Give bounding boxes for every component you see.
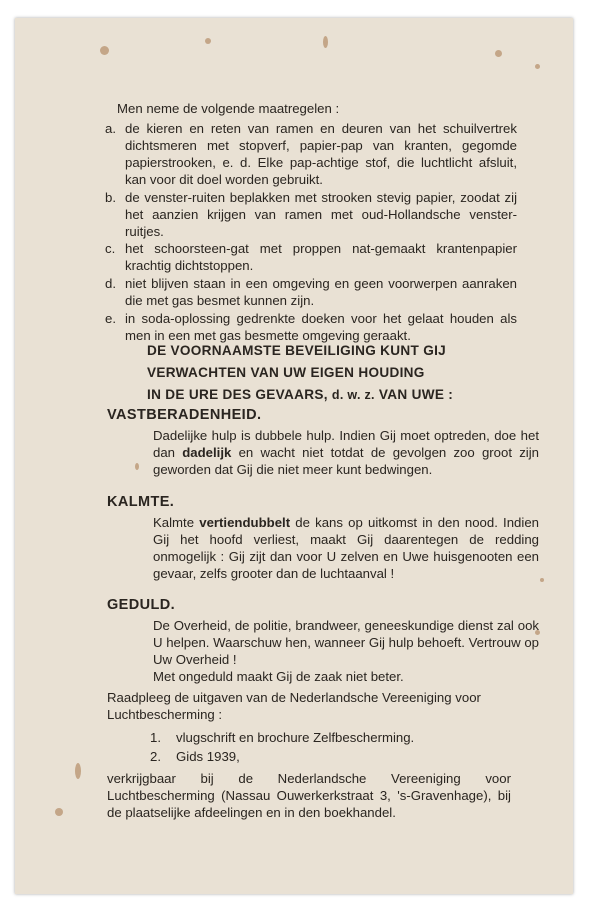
- section-heading: GEDULD.: [107, 597, 176, 613]
- text-run: de kans op uitkomst in den nood. Indien Gij het hoofd verliest, maakt Gij daarentegen de redding onmogelijk : Gij zijt dan voor U zelven en Uwe huisgenooten een gevaar, zelfs grooter dan de luchtaanval !: [153, 515, 539, 581]
- measure-text: het schoorsteen-gat met proppen nat-gemaakt krantenpapier krachtig dichtstoppen.: [125, 241, 517, 273]
- notice-phrase: VAN UWE :: [378, 387, 454, 402]
- measure-letter: b.: [105, 190, 116, 205]
- measure-text: in soda-oplossing gedrenkte doeken voor het gelaat houden als men in een met gas besmette omgeving geraakt.: [125, 311, 517, 343]
- publication-item: [150, 748, 240, 765]
- stain: [135, 463, 139, 470]
- measure-letter: e.: [105, 311, 116, 326]
- availability-text: verkrijgbaar bij de Nederlandsche Vereeniging voor Luchtbescherming (Nassau Ouwerkerkstraat 3, 's-Gravenhage), bij de plaatselijke afdeelingen en in den boekhandel.: [107, 771, 511, 820]
- measure-item: [105, 240, 517, 275]
- section-heading: KALMTE.: [107, 494, 175, 510]
- stain: [540, 578, 544, 582]
- section-text-last: Met ongeduld maakt Gij de zaak niet beter.: [153, 669, 404, 684]
- publication-title: vlugschrift en brochure Zelfbescherming.: [176, 730, 415, 745]
- emphasis: vertiendubbelt: [199, 515, 291, 530]
- publication-item: [150, 729, 414, 746]
- text-run: Dadelijke hulp is dubbele hulp. Indien Gij moet optreden, doe het dan: [153, 428, 539, 460]
- notice-abbrev: d. w. z.: [331, 388, 375, 402]
- stain: [55, 808, 63, 816]
- text-run: Kalmte: [153, 515, 200, 530]
- notice-line: VERWACHTEN VAN UW EIGEN HOUDING: [147, 365, 425, 380]
- stain: [100, 46, 109, 55]
- section-text: [153, 427, 539, 478]
- leaflet-page: [15, 18, 573, 894]
- measure-text: niet blijven staan in een omgeving en geen voorwerpen aanraken die met gas besmet kunnen zijn.: [125, 276, 517, 308]
- stain: [205, 38, 211, 44]
- measure-item: [105, 275, 517, 310]
- measure-item: [105, 120, 517, 190]
- stain: [75, 763, 81, 779]
- text-run: en wacht niet totdat de gevolgen zoo groot zijn geworden dat Gij die niet meer kunt bedwingen.: [153, 445, 540, 477]
- measure-letter: c.: [105, 241, 116, 256]
- measure-text: de kieren en reten van ramen en deuren van het schuilvertrek dichtsmeren met stopverf, papier-pap van kranten, gegomde papierstrooken, e. d. Elke pap-achtige stof, die luchtlicht afsluit, kan voor dit doel worden gebruikt.: [125, 121, 517, 187]
- section-heading: VASTBERADENHEID.: [107, 407, 262, 423]
- emphasis: dadelijk: [182, 445, 232, 460]
- publication-number: 2.: [150, 749, 161, 764]
- stain: [495, 50, 502, 57]
- measure-item: [105, 189, 517, 241]
- measure-text: de venster-ruiten beplakken met strooken stevig papier, zoodat zij het aanzien krijgen van ramen met oud-Hollandsche venster-ruitjes.: [125, 190, 517, 239]
- key-notice: [147, 340, 547, 406]
- section-text: De Overheid, de politie, brandweer, geneeskundige dienst zal ook U helpen. Waarschuw hen, wanneer Gij hulp behoeft. Vertrouw op Uw Overheid !: [153, 618, 539, 667]
- stain: [323, 36, 328, 48]
- intro-line: Men neme de volgende maatregelen :: [117, 101, 340, 116]
- section-text: [153, 514, 539, 582]
- notice-line: [147, 384, 547, 406]
- measure-letter: a.: [105, 121, 116, 136]
- consult-text: Raadpleeg de uitgaven van de Nederlandsche Vereeniging voor Luchtbescherming :: [107, 690, 481, 722]
- notice-phrase: IN DE URE DES GEVAARS,: [147, 387, 328, 402]
- publication-number: 1.: [150, 730, 161, 745]
- measure-letter: d.: [105, 276, 116, 291]
- notice-line: DE VOORNAAMSTE BEVEILIGING KUNT GIJ: [147, 343, 447, 358]
- publication-title: Gids 1939,: [176, 749, 240, 764]
- stain: [535, 64, 540, 69]
